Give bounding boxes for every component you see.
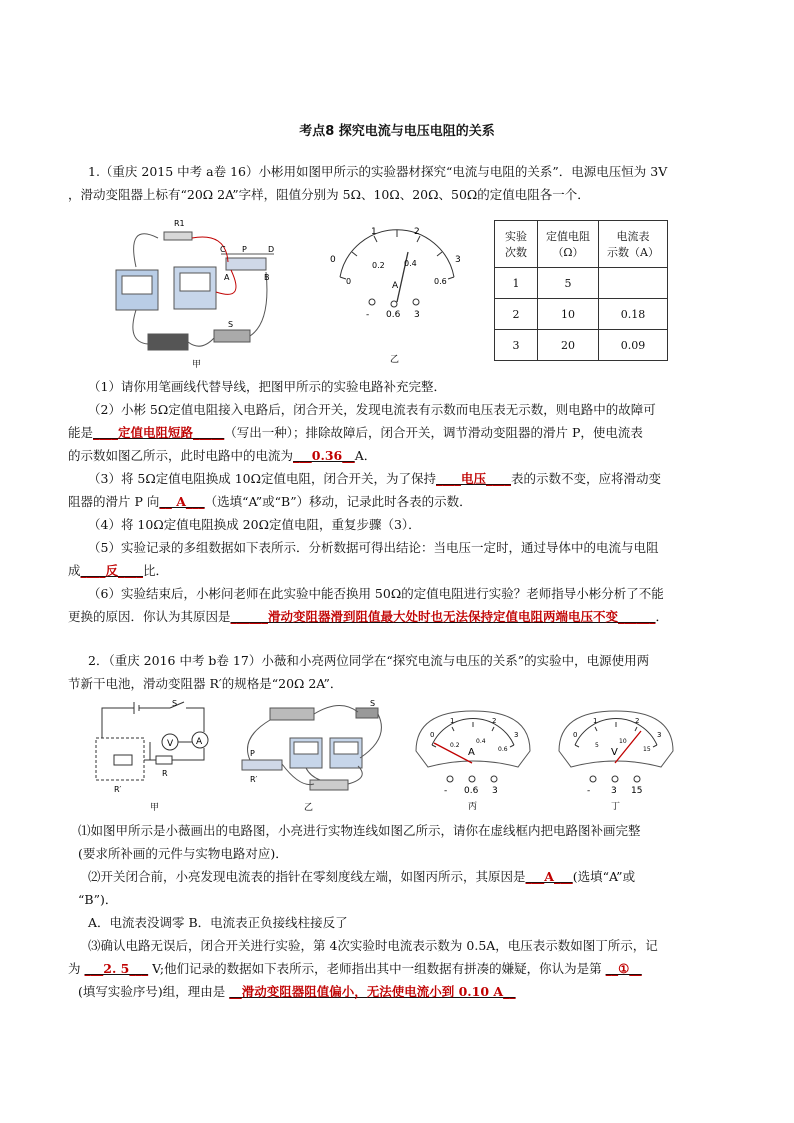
- terminal-minus-label: -: [366, 310, 370, 320]
- answer-fault: ____定值电阻短路_____: [93, 425, 225, 440]
- tick-2: 2: [414, 227, 420, 237]
- rheostat: [226, 258, 266, 270]
- answer-voltage: ___2. 5___: [84, 961, 149, 976]
- q1-figure-yi: [322, 222, 472, 372]
- answer-group-reason: __滑动变阻器阻值偏小，无法使电流小到 0.10 A__: [229, 984, 516, 999]
- label-a: A: [224, 273, 230, 282]
- table-row: [495, 299, 668, 330]
- v-term-minus: -: [587, 786, 591, 796]
- v-unit: V: [611, 747, 618, 758]
- table-header: 定值电阻 （Ω）: [538, 221, 599, 268]
- table-cell: 1: [495, 268, 538, 299]
- label-p2: P: [250, 749, 255, 758]
- q1-part6-line2: 更换的原因．你认为其原因是______滑动变阻器滑到阻值最大处时也无法保持定值电阻两端电压不变______．: [68, 609, 669, 624]
- answer-current: ___0.36__: [293, 448, 355, 463]
- label-s2: S: [172, 700, 178, 708]
- meter-face-v: [559, 711, 673, 767]
- meter-unit: A: [392, 281, 399, 291]
- battery: [148, 334, 188, 350]
- q1-part4: （4）将 10Ω定值电阻换成 20Ω定值电阻，重复步骤（3）．: [88, 517, 421, 532]
- answer-zero: ___A___: [525, 869, 573, 884]
- terminal-3: [413, 299, 419, 305]
- table-cell: 2: [495, 299, 538, 330]
- q1-part5-line1: （5）实验记录的多组数据如下表所示．分析数据可得出结论：当电压一定时，通过导体中的电流与电阻: [88, 540, 659, 555]
- v-tick-15: 15: [643, 746, 651, 753]
- q2-part1-line2: (要求所补画的元件与实物电路对应)．: [78, 846, 288, 861]
- table-cell: 0.18: [599, 299, 668, 330]
- meter-face-a: [416, 711, 530, 767]
- tick-3: 3: [455, 255, 461, 265]
- caption-ding: 丁: [611, 802, 621, 812]
- label-r: R: [162, 769, 168, 778]
- v-tick-5: 5: [595, 742, 599, 749]
- v-tick-1: 1: [593, 717, 598, 725]
- q2-figure-ding: [553, 705, 679, 817]
- resistor-r-symbol: [156, 756, 172, 764]
- caption-yi2: 乙: [304, 803, 314, 813]
- q2-figure-yi: [230, 698, 390, 816]
- q2-stem-line1: 2．（重庆 2016 中考 b卷 17）小薇和小亮两位同学在“探究电流与电压的关系”的实验中，电源使用两: [88, 653, 650, 668]
- rheostat2: [242, 760, 282, 770]
- v-term-15: 15: [631, 786, 643, 796]
- tick-04: 0.4: [404, 259, 417, 268]
- q1-part1: （1）请你用笔画线代替导线，把图甲所示的实验电路补充完整．: [88, 379, 446, 394]
- a-tick-06: 0.6: [498, 746, 508, 753]
- tick-06: 0.6: [434, 277, 447, 286]
- answer-group: __①__: [605, 961, 642, 976]
- table-cell: [599, 268, 668, 299]
- dashed-box: [96, 738, 144, 780]
- switch: [214, 330, 250, 342]
- q1-part2-line3: 的示数如图乙所示，此时电路中的电流为___0.36__A．: [68, 448, 377, 463]
- resistor-r1: [164, 232, 192, 240]
- a-tick-2: 2: [492, 717, 497, 725]
- label-b: B: [264, 273, 270, 282]
- terminal-3-label: 3: [414, 310, 420, 320]
- table-row: [495, 268, 668, 299]
- label-d: D: [268, 245, 275, 254]
- a-unit: A: [468, 747, 475, 758]
- a-tick-1: 1: [450, 717, 455, 725]
- a-term-06: 0.6: [464, 786, 479, 796]
- q1-stem-line2: ，滑动变阻器上标有“20Ω 2A”字样，阻值分别为 5Ω、10Ω、20Ω、50Ω的定值电阻各一个．: [68, 187, 590, 202]
- q2-part3-line2: 为 ___2. 5___ V;他们记录的数据如下表所示，老师指出其中一组数据有拼凑的嫌疑，你认为是第 __①__: [68, 961, 642, 976]
- q2-part1-line1: ⑴如图甲所示是小薇画出的电路图，小亮进行实物连线如图乙所示，请你在虚线框内把电路图补画完整: [78, 823, 641, 838]
- q2-stem-line2: 节新干电池，滑动变阻器 R′的规格是“20Ω 2A”．: [68, 676, 343, 691]
- label-c: C: [220, 245, 226, 254]
- caption-bing: 丙: [468, 802, 478, 812]
- q2-part2-line1: ⑵开关闭合前，小亮发现电流表的指针在零刻度线左端，如图丙所示，其原因是___A___(选填“A”或: [88, 869, 636, 884]
- table-cell: 10: [538, 299, 599, 330]
- caption-jia: 甲: [192, 360, 202, 370]
- tick-02: 0.2: [372, 261, 385, 270]
- resistor2: [310, 780, 348, 790]
- label-p: P: [242, 245, 247, 254]
- table-header: 实验 次数: [495, 221, 538, 268]
- terminal-06: [391, 301, 397, 307]
- a-tick-0: 0: [430, 731, 435, 739]
- table-cell: 20: [538, 330, 599, 361]
- a-tick-3: 3: [514, 731, 519, 739]
- q2-part2-line2: “B”)．: [78, 892, 118, 907]
- a-tick-04: 0.4: [476, 738, 486, 745]
- caption-yi: 乙: [390, 355, 400, 365]
- q2-part3-line3: (填写实验序号)组，理由是 __滑动变阻器阻值偏小，无法使电流小到 0.10 A__: [78, 984, 516, 999]
- q2-part3-line1: ⑶确认电路无误后，闭合开关进行实验，第 4次实验时电流表示数为 0.5A，电压表示数如图丁所示，记: [88, 938, 658, 953]
- rheostat-symbol: [114, 755, 132, 765]
- caption-jia2: 甲: [150, 803, 160, 813]
- table-cell: 3: [495, 330, 538, 361]
- v-term-3: 3: [611, 786, 617, 796]
- v-tick-3: 3: [657, 731, 662, 739]
- tick-0b: 0: [346, 277, 352, 286]
- battery-box: [270, 708, 314, 720]
- q1-part2-line2: 能是____定值电阻短路_____（写出一种）；排除故障后，闭合开关，调节滑动变阻器的滑片 P，使电流表: [68, 425, 643, 440]
- v-tick-2: 2: [635, 717, 640, 725]
- label-r1: R1: [174, 219, 185, 228]
- answer-meter: ____电压____: [436, 471, 512, 486]
- terminal-minus: [369, 299, 375, 305]
- q1-part3-line1: （3）将 5Ω定值电阻换成 10Ω定值电阻，闭合开关，为了保持____电压____表的示数不变，应将滑动变: [88, 471, 662, 486]
- q1-data-table: [494, 220, 668, 361]
- q1-figure-jia: [96, 212, 296, 372]
- tick-1: 1: [371, 227, 377, 237]
- q1-stem-line1: 1.（重庆 2015 中考 a卷 16）小彬用如图甲所示的实验器材探究“电流与电阻的关系”．电源电压恒为 3V: [88, 164, 668, 179]
- tick-0: 0: [330, 255, 336, 265]
- answer-reason: ______滑动变阻器滑到阻值最大处时也无法保持定值电阻两端电压不变______: [230, 609, 656, 624]
- table-row: [495, 330, 668, 361]
- label-s: S: [228, 320, 234, 329]
- q2-part2-options: A．电流表没调零 B．电流表正负接线柱接反了: [88, 915, 348, 930]
- switch2: [356, 708, 378, 718]
- answer-inverse: ____反____: [80, 563, 144, 578]
- q1-part3-line2: 阻器的滑片 P 向__ A___（选填“A”或“B”）移动，记录此时各表的示数．: [68, 494, 472, 509]
- page-title: 考点8 探究电流与电压电阻的关系: [299, 124, 495, 139]
- a-term-3: 3: [492, 786, 498, 796]
- table-header: 电流表 示数（A）: [599, 221, 668, 268]
- v-tick-10: 10: [619, 738, 627, 745]
- table-header-row: [495, 221, 668, 268]
- q2-figure-bing: [410, 705, 536, 817]
- a-tick-02: 0.2: [450, 742, 460, 749]
- meter-ticks: [340, 230, 454, 279]
- q2-figure-jia: [92, 700, 217, 816]
- terminal-06-label: 0.6: [386, 310, 401, 320]
- v-tick-0: 0: [573, 731, 578, 739]
- q1-part6-line1: （6）实验结束后，小彬问老师在此实验中能否换用 50Ω的定值电阻进行实验？老师指导小彬分析了不能: [88, 586, 664, 601]
- symbol-v: V: [167, 739, 174, 749]
- table-cell: 0.09: [599, 330, 668, 361]
- label-rp2: R′: [250, 775, 258, 784]
- label-s3: S: [370, 699, 376, 708]
- a-term-minus: -: [444, 786, 448, 796]
- table-cell: 5: [538, 268, 599, 299]
- label-rp: R′: [114, 785, 122, 794]
- q1-part5-line2: 成____反____比．: [68, 563, 169, 578]
- answer-direction: __ A___: [159, 494, 205, 509]
- symbol-a: A: [196, 737, 203, 747]
- q1-part2-line1: （2）小彬 5Ω定值电阻接入电路后，闭合开关，发现电流表有示数而电压表无示数，则电路中的故障可: [88, 402, 656, 417]
